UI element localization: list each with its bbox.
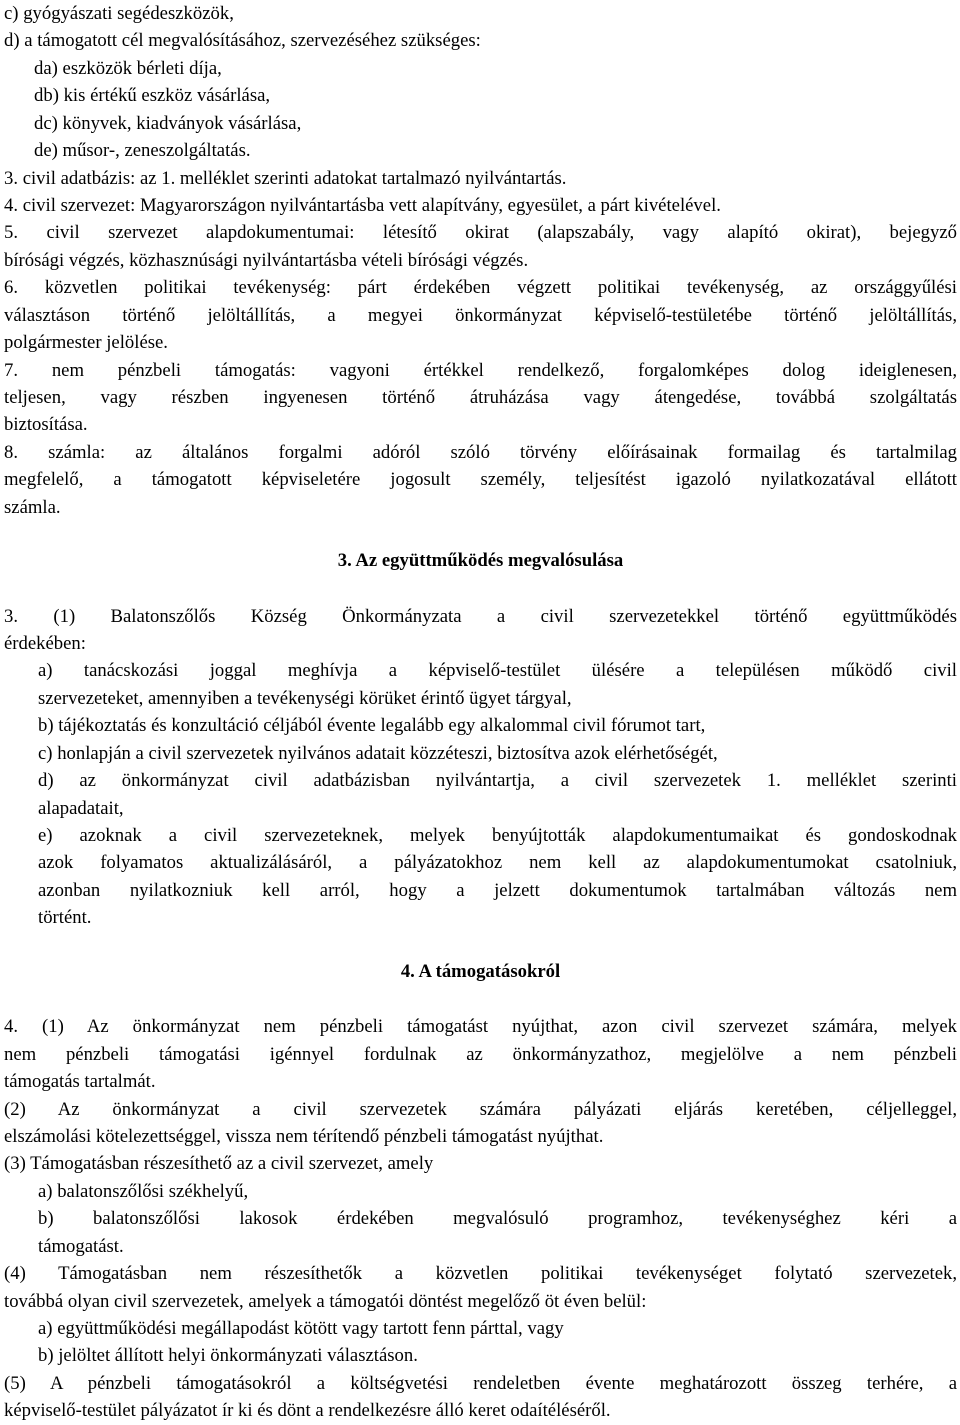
text-line: 7. nem pénzbeli támogatás: vagyoni értékkel rendelkező, forgalomképes dolog ideiglenesen, — [4, 360, 957, 381]
section-heading-text: 3. Az együttműködés megvalósulása — [337, 550, 624, 571]
text-line: (2) Az önkormányzat a civil szervezetek számára pályázati eljárás keretében, céljelleggel, — [4, 1099, 957, 1120]
text-line: 6. közvetlen politikai tevékenység: párt érdekében végzett politikai tevékenység, az országgyűlési — [4, 277, 957, 298]
text-line: elszámolási kötelezettséggel, vissza nem térítendő pénzbeli támogatást nyújthat. — [4, 1126, 604, 1147]
text-line: c) honlapján a civil szervezetek nyilvános adatait közzéteszi, biztosítva azok elérhetőségét, — [38, 743, 718, 764]
text-line: dc) könyvek, kiadványok vásárlása, — [34, 113, 302, 134]
text-line: azonban nyilatkozniuk kell arról, hogy a jelzett dokumentumok tartalmában változás nem — [38, 880, 957, 901]
text-line: biztosítása. — [4, 414, 88, 435]
text-line: polgármester jelölése. — [4, 332, 168, 353]
text-line: 5. civil szervezet alapdokumentumai: létesítő okirat (alapszabály, vagy alapító okirat), bejegyző — [4, 222, 957, 243]
text-line: továbbá olyan civil szervezetek, amelyek a támogatói döntést megelőző öt éven belül: — [4, 1291, 647, 1312]
text-line: szervezeteket, amennyiben a tevékenységi körüket érintő ügyet tárgyal, — [38, 688, 572, 709]
text-line: érdekében: — [4, 633, 86, 654]
text-line: támogatás tartalmát. — [4, 1071, 156, 1092]
section-heading — [4, 957, 957, 987]
text-line: támogatást. — [38, 1236, 124, 1257]
text-line: nem pénzbeli támogatási igénnyel fordulnak az önkormányzathoz, megjelölve a nem pénzbeli — [4, 1044, 957, 1065]
text-line: a) tanácskozási joggal meghívja a képviselő-testület ülésére a településen működő civil — [38, 660, 957, 681]
text-line: d) a támogatott cél megvalósításához, szervezéséhez szükséges: — [4, 30, 481, 51]
text-line: e) azoknak a civil szervezeteknek, melyek benyújtották alapdokumentumaikat és gondoskodnak — [38, 825, 957, 846]
text-line: a) együttműködési megállapodást kötött vagy tartott fenn párttal, vagy — [38, 1318, 564, 1339]
text-line: számla. — [4, 497, 61, 518]
text-line: (4) Támogatásban nem részesíthetők a közvetlen politikai tevékenységet folytató szervezetek, — [4, 1263, 957, 1284]
text-line: de) műsor-, zeneszolgáltatás. — [34, 140, 251, 161]
text-line: megfelelő, a támogatott képviseletére jogosult személy, teljesítést igazoló nyilatkozatával ellátott — [4, 469, 957, 490]
text-line: 8. számla: az általános forgalmi adóról szóló törvény előírásainak formailag és tartalmilag — [4, 442, 957, 463]
text-line: (5) A pénzbeli támogatásokról a költségvetési rendeletben évente meghatározott összeg terhére, a — [4, 1373, 957, 1394]
text-line: c) gyógyászati segédeszközök, — [4, 3, 234, 24]
text-line: 4. civil szervezet: Magyarországon nyilvántartásba vett alapítvány, egyesület, a párt kivételével. — [4, 195, 721, 216]
text-line: b) balatonszőlősi lakosok érdekében megvalósuló programhoz, tevékenységhez kéri a — [38, 1208, 957, 1229]
text-line: 3. (1) Balatonszőlős Község Önkormányzata a civil szervezetekkel történő együttműködés — [4, 606, 957, 627]
text-line: d) az önkormányzat civil adatbázisban nyilvántartja, a civil szervezetek 1. melléklet szerinti — [38, 770, 957, 791]
text-line: 4. (1) Az önkormányzat nem pénzbeli támogatást nyújthat, azon civil szervezet számára, melyek — [4, 1016, 957, 1037]
text-line: 3. civil adatbázis: az 1. melléklet szerinti adatokat tartalmazó nyilvántartás. — [4, 168, 567, 189]
text-line: választáson történő jelöltállítás, a megyei önkormányzat képviselő-testületébe történő jelöltállítás, — [4, 305, 957, 326]
text-line: történt. — [38, 907, 92, 928]
section-heading — [4, 546, 957, 576]
text-line: db) kis értékű eszköz vásárlása, — [34, 85, 271, 106]
text-line: alapadatait, — [38, 798, 124, 819]
text-line: a) balatonszőlősi székhelyű, — [38, 1181, 249, 1202]
text-line: b) tájékoztatás és konzultáció céljából évente legalább egy alkalommal civil fórumot tart, — [38, 715, 706, 736]
text-line: bírósági végzés, közhasznúsági nyilvántartásba vételi bírósági végzés. — [4, 250, 529, 271]
text-line: (3) Támogatásban részesíthető az a civil szervezet, amely — [4, 1153, 434, 1174]
text-line: b) jelöltet állított helyi önkormányzati választáson. — [38, 1345, 418, 1366]
section-heading-text: 4. A támogatásokról — [400, 961, 561, 982]
text-line: da) eszközök bérleti díja, — [34, 58, 222, 79]
text-line: képviselő-testület pályázatot ír ki és dönt a rendelkezésre álló keret odaítéléséről. — [4, 1400, 611, 1421]
text-line: azok folyamatos aktualizálásáról, a pályázatokhoz nem kell az alapdokumentumokat csatolniuk, — [38, 852, 957, 873]
text-line: teljesen, vagy részben ingyenesen történő átruházása vagy átengedése, továbbá szolgáltatás — [4, 387, 957, 408]
